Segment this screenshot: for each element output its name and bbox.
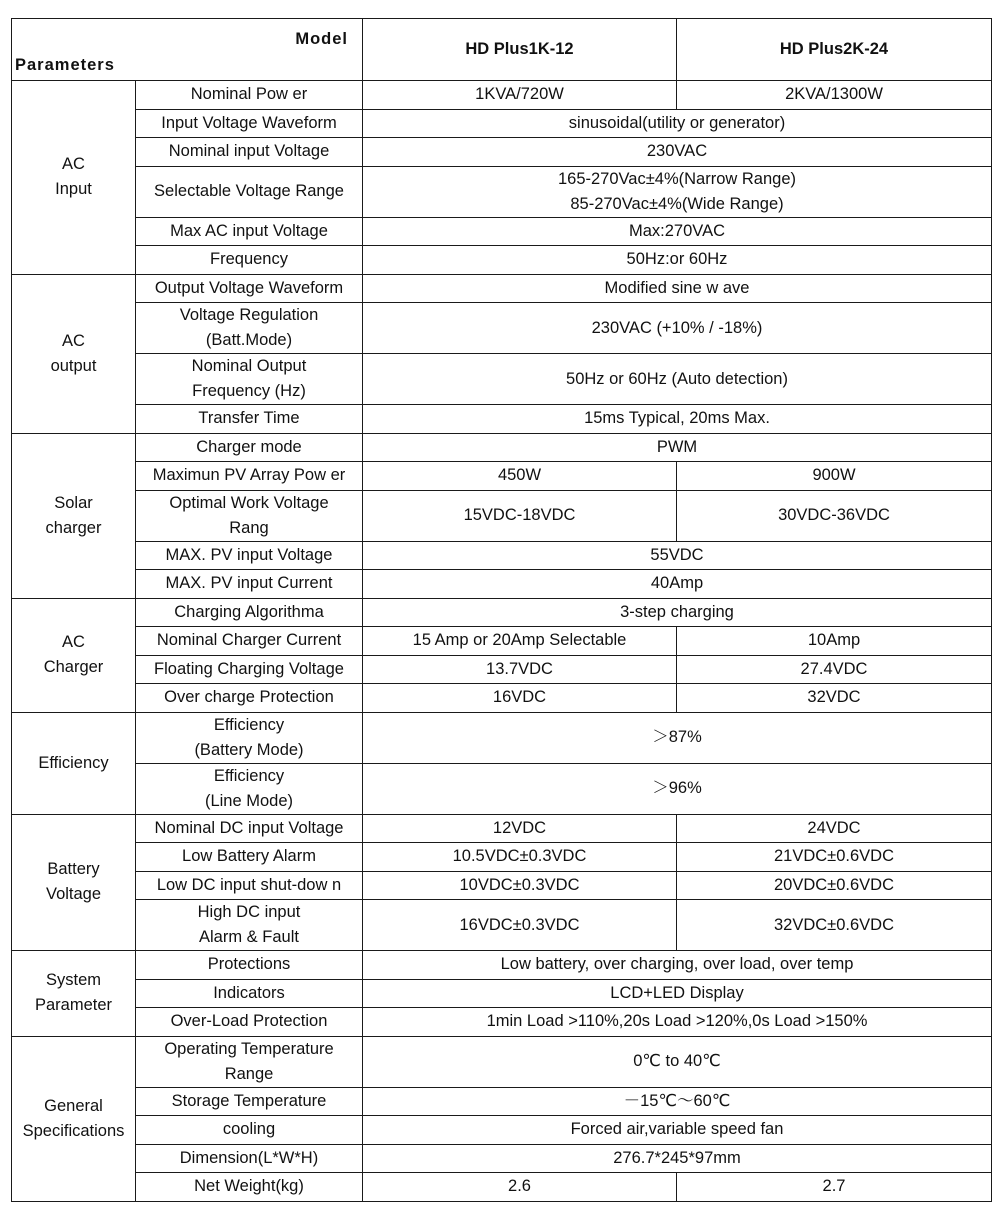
spec-row	[12, 627, 992, 656]
spec-row	[12, 1036, 992, 1087]
parameter-name-cell	[136, 979, 363, 1008]
spec-row	[12, 1173, 992, 1202]
shared-value-cell: ＞96%	[363, 763, 992, 814]
group-label-line: Solar	[54, 493, 93, 512]
model-2-value-cell: 900W	[677, 462, 992, 491]
model-2-value-cell: 30VDC-36VDC	[677, 490, 992, 541]
parameter-name-line: (Batt.Mode)	[205, 331, 293, 349]
parameter-name-cell	[136, 570, 363, 599]
section-group-label	[12, 81, 136, 275]
section-group-label	[12, 814, 136, 951]
spec-row	[12, 138, 992, 167]
shared-value-cell: ＞87%	[363, 712, 992, 763]
section-group-label	[12, 951, 136, 1037]
section-group-label	[12, 712, 136, 814]
parameter-name-line: MAX. PV input Current	[165, 574, 333, 593]
model-1-value-cell: 15VDC-18VDC	[363, 490, 677, 541]
parameter-name-line: Frequency (Hz)	[192, 382, 306, 400]
group-label-line: Input	[55, 180, 92, 199]
parameter-name-line: Floating Charging Voltage	[154, 659, 344, 678]
parameter-name-cell	[136, 900, 363, 951]
model-label: Model	[295, 30, 348, 48]
parameter-name-cell	[136, 109, 363, 138]
parameter-name-cell	[136, 598, 363, 627]
group-label-line: Specifications	[22, 1121, 125, 1140]
parameter-name-line: Dimension(L*W*H)	[179, 1148, 319, 1167]
model-1-value-cell: 450W	[363, 462, 677, 491]
parameter-name-cell	[136, 627, 363, 656]
shared-value-cell: 1min Load >110%,20s Load >120%,0s Load >150%	[363, 1008, 992, 1037]
model-1-value-cell: 13.7VDC	[363, 655, 677, 684]
parameter-name-cell	[136, 541, 363, 570]
parameter-name-line: Max AC input Voltage	[170, 221, 328, 240]
group-label-line: Battery	[47, 860, 100, 879]
shared-value-cell: 50Hz or 60Hz (Auto detection)	[363, 354, 992, 405]
shared-value-cell: 15ms Typical, 20ms Max.	[363, 405, 992, 434]
parameter-name-line: Output Voltage Waveform	[154, 278, 344, 297]
spec-row	[12, 109, 992, 138]
spec-row	[12, 81, 992, 110]
spec-row	[12, 598, 992, 627]
spec-row	[12, 274, 992, 303]
parameter-name-line: Net Weight(kg)	[194, 1177, 304, 1196]
model-1-value-cell: 16VDC	[363, 684, 677, 713]
parameter-name-line: Transfer Time	[198, 409, 300, 428]
parameter-name-line: Efficiency	[213, 766, 285, 785]
parameter-name-line: High DC input	[197, 903, 301, 921]
spec-row	[12, 871, 992, 900]
spec-row	[12, 490, 992, 541]
group-label-line: Efficiency	[38, 753, 109, 772]
parameter-name-cell	[136, 405, 363, 434]
shared-value-line: 165-270Vac±4%(Narrow Range)	[557, 169, 797, 188]
shared-value-cell	[363, 166, 992, 217]
spec-row	[12, 1008, 992, 1037]
spec-row	[12, 712, 992, 763]
model-1-value-cell: 15 Amp or 20Amp Selectable	[363, 627, 677, 656]
spec-row	[12, 1144, 992, 1173]
model-1-value-cell: 2.6	[363, 1173, 677, 1202]
model-name-1: HD Plus1K-12	[363, 19, 677, 81]
shared-value-cell: LCD+LED Display	[363, 979, 992, 1008]
parameter-name-cell	[136, 712, 363, 763]
shared-value-cell: PWM	[363, 433, 992, 462]
parameter-name-cell	[136, 814, 363, 843]
group-label-line: Parameter	[34, 996, 113, 1015]
parameter-name-line: (Battery Mode)	[194, 740, 304, 759]
model-2-value-cell: 2KVA/1300W	[677, 81, 992, 110]
parameter-name-cell	[136, 1036, 363, 1087]
parameter-name-line: (Line Mode)	[204, 791, 294, 810]
parameter-name-cell	[136, 843, 363, 872]
parameter-name-cell	[136, 1116, 363, 1145]
model-name-2: HD Plus2K-24	[677, 19, 992, 81]
spec-row	[12, 354, 992, 405]
section-group-label	[12, 274, 136, 433]
model-1-value-cell: 1KVA/720W	[363, 81, 677, 110]
group-label-line: Voltage	[45, 885, 102, 904]
parameter-name-line: Nominal Output	[191, 357, 307, 375]
shared-value-cell: －15℃～60℃	[363, 1087, 992, 1116]
parameter-name-line: Frequency	[210, 250, 288, 269]
parameter-name-cell	[136, 490, 363, 541]
model-2-value-cell: 32VDC	[677, 684, 992, 713]
spec-row	[12, 405, 992, 434]
model-2-value-cell: 20VDC±0.6VDC	[677, 871, 992, 900]
parameter-name-line: Low DC input shut-dow n	[156, 875, 342, 894]
parameter-name-line: Over-Load Protection	[170, 1012, 328, 1031]
parameter-name-line: Storage Temperature	[171, 1091, 327, 1110]
model-1-value-cell: 12VDC	[363, 814, 677, 843]
parameter-name-cell	[136, 871, 363, 900]
model-2-value-cell: 2.7	[677, 1173, 992, 1202]
spec-row	[12, 433, 992, 462]
parameter-name-cell	[136, 951, 363, 980]
parameter-name-line: Over charge Protection	[164, 688, 334, 707]
shared-value-cell: 276.7*245*97mm	[363, 1144, 992, 1173]
parameter-name-line: MAX. PV input Voltage	[165, 545, 333, 564]
model-2-value-cell: 24VDC	[677, 814, 992, 843]
parameter-name-line: Nominal Charger Current	[156, 631, 342, 650]
group-label-line: output	[50, 356, 97, 375]
parameter-name-line: Protections	[207, 955, 291, 974]
parameter-name-cell	[136, 433, 363, 462]
spec-row	[12, 570, 992, 599]
parameter-name-cell	[136, 1087, 363, 1116]
group-label-line: AC	[62, 331, 85, 350]
parameter-name-line: Voltage Regulation	[179, 306, 319, 324]
spec-row	[12, 900, 992, 951]
spec-row	[12, 1116, 992, 1145]
shared-value-cell: sinusoidal(utility or generator)	[363, 109, 992, 138]
spec-row	[12, 303, 992, 354]
shared-value-cell: Forced air,variable speed fan	[363, 1116, 992, 1145]
parameter-name-cell	[136, 763, 363, 814]
parameter-name-cell	[136, 462, 363, 491]
parameter-name-cell	[136, 217, 363, 246]
model-2-value-cell: 10Amp	[677, 627, 992, 656]
spec-row	[12, 843, 992, 872]
parameter-name-line: cooling	[222, 1120, 276, 1139]
section-group-label	[12, 1036, 136, 1201]
shared-value-cell: Modified sine w ave	[363, 274, 992, 303]
spec-row	[12, 814, 992, 843]
shared-value-cell: 50Hz:or 60Hz	[363, 246, 992, 275]
section-group-label	[12, 433, 136, 598]
spec-row	[12, 951, 992, 980]
model-2-value-cell: 21VDC±0.6VDC	[677, 843, 992, 872]
parameter-name-cell	[136, 303, 363, 354]
parameter-name-line: Charger mode	[196, 437, 302, 456]
parameter-name-cell	[136, 274, 363, 303]
spec-row	[12, 684, 992, 713]
spec-row	[12, 1087, 992, 1116]
parameter-name-line: Nominal input Voltage	[168, 142, 330, 161]
parameter-name-cell	[136, 354, 363, 405]
parameter-name-line: Operating Temperature	[164, 1039, 334, 1058]
parameter-name-line: Input Voltage Waveform	[161, 113, 337, 132]
parameter-name-line: Rang	[229, 518, 269, 537]
spec-row	[12, 217, 992, 246]
header-corner-cell	[12, 19, 363, 81]
shared-value-cell: 230VAC	[363, 138, 992, 167]
shared-value-cell: 40Amp	[363, 570, 992, 599]
parameter-name-cell	[136, 655, 363, 684]
group-label-line: General	[44, 1096, 103, 1115]
spec-row	[12, 166, 992, 217]
spec-row	[12, 979, 992, 1008]
spec-row	[12, 655, 992, 684]
parameter-name-cell	[136, 1144, 363, 1173]
section-group-label	[12, 598, 136, 712]
parameter-name-cell	[136, 166, 363, 217]
parameter-name-line: Low Battery Alarm	[182, 847, 316, 866]
parameter-name-line: Selectable Voltage Range	[154, 182, 344, 200]
parameters-label: Parameters	[15, 56, 115, 74]
spec-table-body	[12, 19, 992, 1202]
spec-row	[12, 462, 992, 491]
parameter-name-cell	[136, 138, 363, 167]
model-1-value-cell: 10VDC±0.3VDC	[363, 871, 677, 900]
spec-row	[12, 541, 992, 570]
model-1-value-cell: 16VDC±0.3VDC	[363, 900, 677, 951]
model-2-value-cell: 32VDC±0.6VDC	[677, 900, 992, 951]
parameter-name-line: Nominal Pow er	[190, 85, 308, 104]
parameter-name-line: Charging Algorithma	[174, 602, 324, 621]
group-label-line: System	[45, 971, 101, 990]
shared-value-cell: 55VDC	[363, 541, 992, 570]
parameter-name-cell	[136, 1008, 363, 1037]
parameter-name-cell	[136, 246, 363, 275]
parameter-name-line: Range	[224, 1064, 274, 1083]
group-label-line: AC	[62, 633, 85, 651]
shared-value-line: 85-270Vac±4%(Wide Range)	[570, 194, 784, 213]
group-label-line: Charger	[43, 658, 104, 676]
parameter-name-line: Maximun PV Array Pow er	[152, 466, 346, 485]
spec-table	[11, 18, 992, 1202]
shared-value-cell: 230VAC (+10% / -18%)	[363, 303, 992, 354]
group-label-line: charger	[45, 518, 102, 537]
parameter-name-line: Alarm & Fault	[199, 928, 299, 946]
parameter-name-cell	[136, 1173, 363, 1202]
group-label-line: AC	[62, 155, 85, 174]
model-2-value-cell: 27.4VDC	[677, 655, 992, 684]
shared-value-cell: 0℃ to 40℃	[363, 1036, 992, 1087]
parameter-name-cell	[136, 81, 363, 110]
shared-value-cell: 3-step charging	[363, 598, 992, 627]
parameter-name-line: Efficiency	[213, 715, 285, 734]
parameter-name-line: Nominal DC input Voltage	[154, 818, 344, 837]
parameter-name-line: Optimal Work Voltage	[169, 493, 329, 512]
spec-row	[12, 763, 992, 814]
shared-value-cell: Max:270VAC	[363, 217, 992, 246]
parameter-name-cell	[136, 684, 363, 713]
shared-value-cell: Low battery, over charging, over load, over temp	[363, 951, 992, 980]
parameter-name-line: Indicators	[213, 983, 285, 1002]
spec-row	[12, 246, 992, 275]
model-1-value-cell: 10.5VDC±0.3VDC	[363, 843, 677, 872]
header-row	[12, 19, 992, 81]
